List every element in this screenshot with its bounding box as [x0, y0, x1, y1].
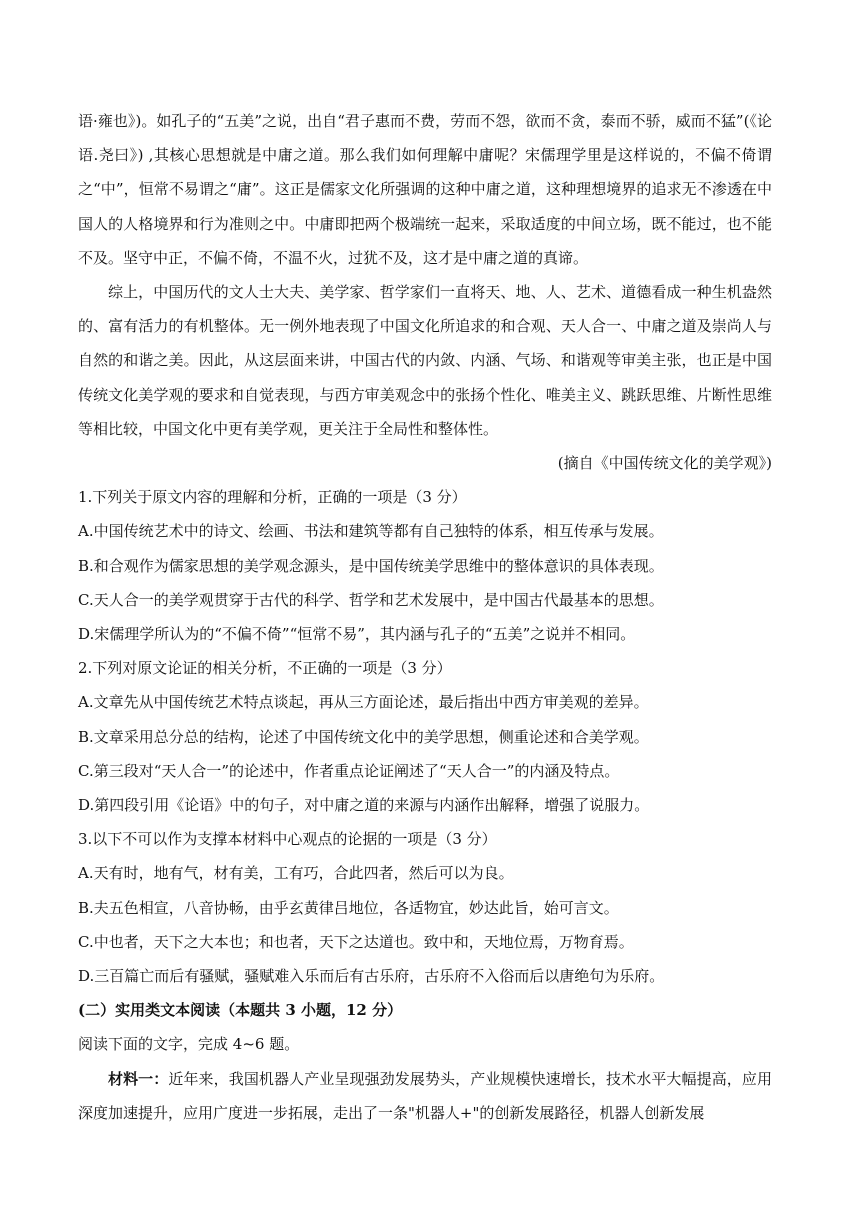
material-label: 材料一：: [108, 1069, 169, 1088]
question-stem: 1.下列关于原文内容的理解和分析，正确的一项是（3 分）: [78, 488, 467, 507]
passage-source: (摘自《中国传统文化的美学观》): [557, 454, 772, 473]
option-c: C.中也者，天下之大本也；和也者，天下之达道也。致中和，天地位焉，万物育焉。: [78, 932, 634, 951]
question-1: [78, 480, 772, 651]
option-c: C.天人合一的美学观贯穿于古代的科学、哲学和艺术发展中，是中国古代最基本的思想。: [78, 590, 664, 609]
exam-page: [78, 104, 772, 1130]
option-d: D.三百篇亡而后有骚赋，骚赋难入乐而后有古乐府，古乐府不入俗而后以唐绝句为乐府。: [78, 967, 665, 986]
option-a: A.中国传统艺术中的诗文、绘画、书法和建筑等都有自己独特的体系，相互传承与发展。: [78, 522, 664, 541]
option-a: A.天有时，地有气，材有美，工有巧，合此四者，然后可以为良。: [78, 864, 514, 883]
section-instruction: 阅读下面的文字，完成 4~6 题。: [78, 1035, 300, 1054]
material-paragraph: [78, 1062, 772, 1130]
material-text: 近年来，我国机器人产业呈现强劲发展势头，产业规模快速增长，技术水平大幅提高，应用深度加速提升，应用广度进一步拓展，走出了一条"机器人+"的创新发展路径，机器人创新发展: [78, 1069, 772, 1122]
option-b: B.夫五色相宣，八音协畅，由乎玄黄律吕地位，各适物宜，妙达此旨，始可言文。: [78, 898, 619, 917]
section-title: (二）实用类文本阅读（本题共 3 小题，12 分）: [78, 1001, 403, 1020]
question-stem: 2.下列对原文论证的相关分析，不正确的一项是（3 分）: [78, 659, 452, 678]
option-d: D.宋儒理学所认为的“不偏不倚”“恒常不易”，其内涵与孔子的“五美”之说并不相同。: [78, 625, 636, 644]
question-2: [78, 651, 772, 822]
option-c: C.第三段对“天人合一”的论述中，作者重点论证阐述了“天人合一”的内涵及特点。: [78, 761, 620, 780]
option-a: A.文章先从中国传统艺术特点谈起，再从三方面论述，最后指出中西方审美观的差异。: [78, 693, 649, 712]
passage-paragraph-2: 综上，中国历代的文人士大夫、美学家、哲学家们一直将天、地、人、艺术、道德看成一种生机盎然的、富有活力的有机整体。无一例外地表现了中国文化所追求的和合观、天人合一、中庸之道及崇尚人与自然的和谐之美。因此，从这层面来讲，中国古代的内敛、内涵、气场、和谐观等审美主张，也正是中国传统文化美学观的要求和自觉表现，与西方审美观念中的张扬个性化、唯美主义、跳跃思维、片断性思维等相比较，中国文化中更有美学观，更关注于全局性和整体性。: [78, 283, 772, 438]
question-3: [78, 822, 772, 993]
option-d: D.第四段引用《论语》中的句子，对中庸之道的来源与内涵作出解释，增强了说服力。: [78, 796, 650, 815]
option-b: B.文章采用总分总的结构，论述了中国传统文化中的美学思想，侧重论述和合美学观。: [78, 727, 649, 746]
option-b: B.和合观作为儒家思想的美学观念源头，是中国传统美学思维中的整体意识的具体表现。: [78, 556, 664, 575]
passage-paragraph-1: 语·雍也》)。如孔子的“五美”之说，出自“君子惠而不费，劳而不怨，欲而不贪，泰而不骄，威而不猛”(《论语.尧曰》) ,其核心思想就是中庸之道。那么我们如何理解中庸呢？宋儒理学里是这样说的，不偏不倚谓之“中”，恒常不易谓之“庸”。这正是儒家文化所强调的这种中庸之道，这种理想境界的追求无不渗透在中国人的人格境界和行为准则之中。中庸即把两个极端统一起来，采取适度的中间立场，既不能过，也不能不及。坚守中正，不偏不倚，不温不火，过犹不及，这才是中庸之道的真谛。: [78, 112, 772, 267]
question-stem: 3.以下不可以作为支撑本材料中心观点的论据的一项是（3 分）: [78, 830, 497, 849]
